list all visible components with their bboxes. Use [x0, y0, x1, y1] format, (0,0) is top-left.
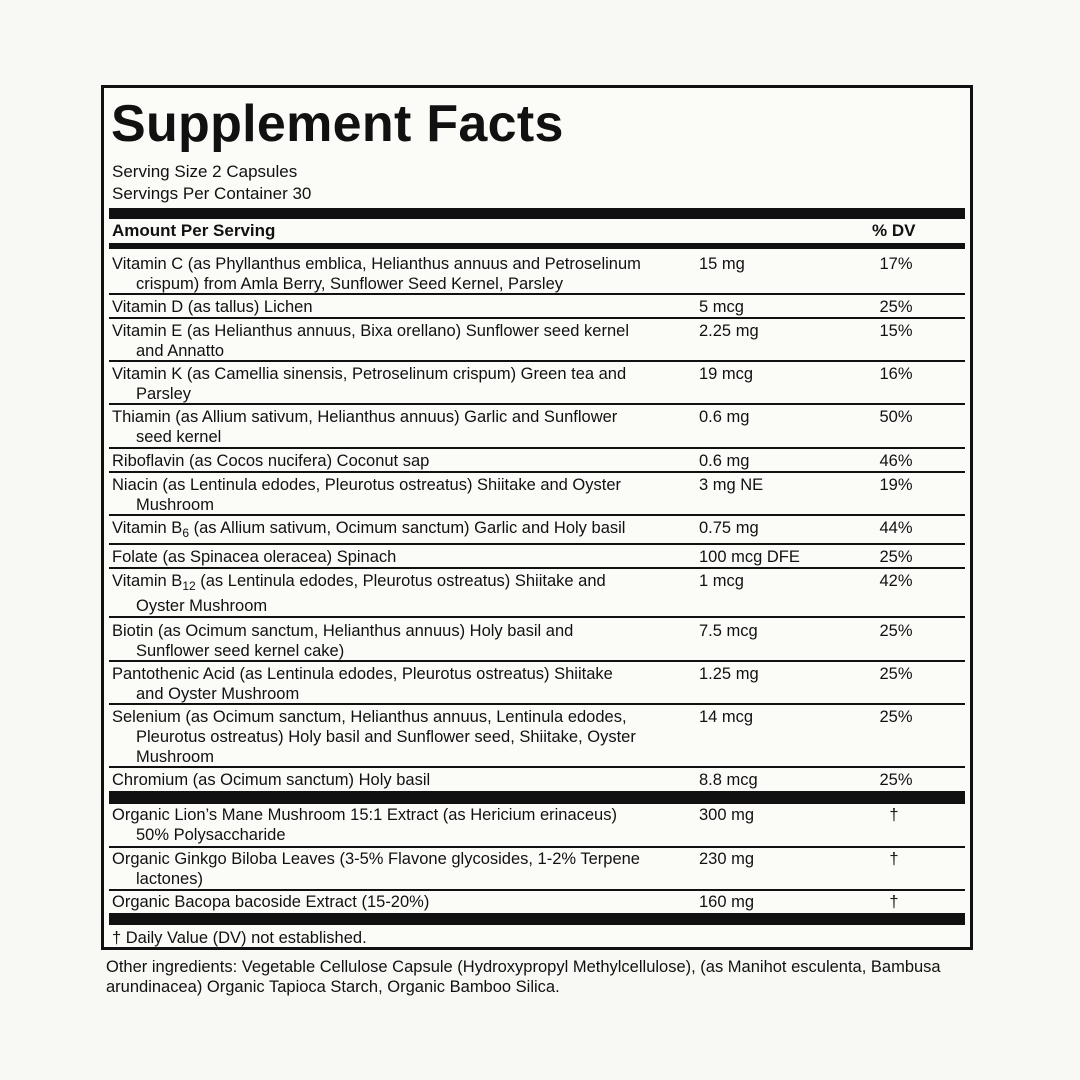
- row-divider: [109, 766, 965, 768]
- ingredient-name: Vitamin D (as tallus) Lichen: [112, 298, 313, 316]
- ingredient-name: Vitamin E (as Helianthus annuus, Bixa orellano) Sunflower seed kernel and Annatto: [112, 322, 629, 360]
- ingredient-amount: 3 mg NE: [699, 476, 764, 494]
- ingredient-amount: 0.6 mg: [699, 452, 750, 470]
- row-divider: [109, 360, 965, 362]
- ingredient-dv: †: [889, 850, 899, 868]
- ingredient-name: Niacin (as Lentinula edodes, Pleurotus ostreatus) Shiitake and Oyster Mushroom: [112, 476, 622, 514]
- supplement-facts-panel: [101, 85, 973, 950]
- ingredient-dv: 46%: [879, 452, 913, 470]
- ingredient-dv: 50%: [879, 408, 913, 426]
- ingredient-name: Organic Bacopa bacoside Extract (15-20%): [112, 893, 430, 911]
- row-divider: [109, 889, 965, 891]
- ingredient-name: Thiamin (as Allium sativum, Helianthus annuus) Garlic and Sunflower seed kernel: [112, 408, 618, 446]
- thick-divider-middle: [109, 791, 965, 804]
- header-divider: [109, 243, 965, 249]
- ingredient-name: Vitamin $B_6$ (as Allium sativum, Ocimum sanctum) Garlic and Holy basil: [112, 519, 626, 540]
- ingredient-amount: 15 mg: [699, 255, 745, 273]
- row-divider: [109, 403, 965, 405]
- ingredient-dv: 19%: [879, 476, 913, 494]
- ingredient-dv: 25%: [879, 665, 913, 683]
- ingredient-name: Riboflavin (as Cocos nucifera) Coconut sap: [112, 452, 430, 470]
- dv-header: % DV: [872, 221, 916, 240]
- ingredient-name: Selenium (as Ocimum sanctum, Helianthus annuus, Lentinula edodes, Pleurotus ostreatus) Holy basil and Sunflower seed, Shiitake, Oyster Mushroom: [112, 708, 636, 766]
- ingredient-amount: 0.75 mg: [699, 519, 759, 537]
- ingredient-dv: 25%: [879, 548, 913, 566]
- ingredient-amount: 8.8 mcg: [699, 771, 758, 789]
- ingredient-name: Pantothenic Acid (as Lentinula edodes, Pleurotus ostreatus) Shiitake and Oyster Mushroom: [112, 665, 613, 703]
- servings-per-container: Servings Per Container 30: [112, 184, 312, 203]
- serving-size: Serving Size 2 Capsules: [112, 162, 298, 181]
- ingredient-amount: 5 mcg: [699, 298, 744, 316]
- ingredient-name: Vitamin K (as Camellia sinensis, Petroselinum crispum) Green tea and Parsley: [112, 365, 627, 403]
- ingredient-dv: 25%: [879, 708, 913, 726]
- row-divider: [109, 660, 965, 662]
- row-divider: [109, 317, 965, 319]
- ingredient-amount: 300 mg: [699, 806, 755, 824]
- ingredient-amount: 230 mg: [699, 850, 755, 868]
- row-divider: [109, 567, 965, 569]
- row-divider: [109, 703, 965, 705]
- ingredient-name: Vitamin C (as Phyllanthus emblica, Helianthus annuus and Petroselinum crispum) from Amla Berry, Sunflower Seed Kernel, Parsley: [112, 255, 641, 293]
- ingredient-amount: 160 mg: [699, 893, 755, 911]
- ingredient-name: Vitamin $B_{12}$ (as Lentinula edodes, Pleurotus ostreatus) Shiitake and Oyster Mushroom: [112, 572, 606, 615]
- ingredient-dv: 15%: [879, 322, 913, 340]
- panel-title: Supplement Facts: [111, 95, 564, 153]
- ingredient-dv: †: [889, 893, 899, 911]
- ingredient-amount: 7.5 mcg: [699, 622, 758, 640]
- ingredient-dv: 17%: [879, 255, 913, 273]
- ingredient-amount: 19 mcg: [699, 365, 754, 383]
- ingredient-amount: 1 mcg: [699, 572, 744, 590]
- ingredient-dv: 25%: [879, 622, 913, 640]
- row-divider: [109, 514, 965, 516]
- ingredient-name: Biotin (as Ocimum sanctum, Helianthus annuus) Holy basil and Sunflower seed kernel cake): [112, 622, 574, 660]
- ingredient-dv: 25%: [879, 298, 913, 316]
- ingredient-name: Organic Lion’s Mane Mushroom 15:1 Extract (as Hericium erinaceus) 50% Polysaccharide: [112, 806, 617, 844]
- other-ingredients: Other ingredients: Vegetable Cellulose Capsule (Hydroxypropyl Methylcellulose), (as Manihot esculenta, Bambusa arundinacea) Organic Tapioca Starch, Organic Bamboo Silica.: [106, 958, 941, 996]
- ingredient-name: Organic Ginkgo Biloba Leaves (3-5% Flavone glycosides, 1-2% Terpene lactones): [112, 850, 640, 888]
- ingredient-amount: 1.25 mg: [699, 665, 759, 683]
- row-divider: [109, 293, 965, 295]
- footnote: † Daily Value (DV) not established.: [112, 929, 367, 947]
- row-divider: [109, 447, 965, 449]
- ingredient-amount: 14 mcg: [699, 708, 754, 726]
- ingredient-dv: 16%: [879, 365, 913, 383]
- thick-divider-top: [109, 208, 965, 219]
- amount-per-serving-header: Amount Per Serving: [112, 221, 276, 240]
- ingredient-amount: 0.6 mg: [699, 408, 750, 426]
- ingredient-dv: 44%: [879, 519, 913, 537]
- ingredient-dv: †: [889, 806, 899, 824]
- ingredient-name: Folate (as Spinacea oleracea) Spinach: [112, 548, 397, 566]
- ingredient-amount: 2.25 mg: [699, 322, 759, 340]
- row-divider: [109, 543, 965, 545]
- thick-divider-bottom: [109, 913, 965, 925]
- ingredient-dv: 25%: [879, 771, 913, 789]
- row-divider: [109, 616, 965, 618]
- ingredient-dv: 42%: [879, 572, 913, 590]
- row-divider: [109, 846, 965, 848]
- ingredient-amount: 100 mcg DFE: [699, 548, 800, 566]
- ingredient-name: Chromium (as Ocimum sanctum) Holy basil: [112, 771, 431, 789]
- row-divider: [109, 471, 965, 473]
